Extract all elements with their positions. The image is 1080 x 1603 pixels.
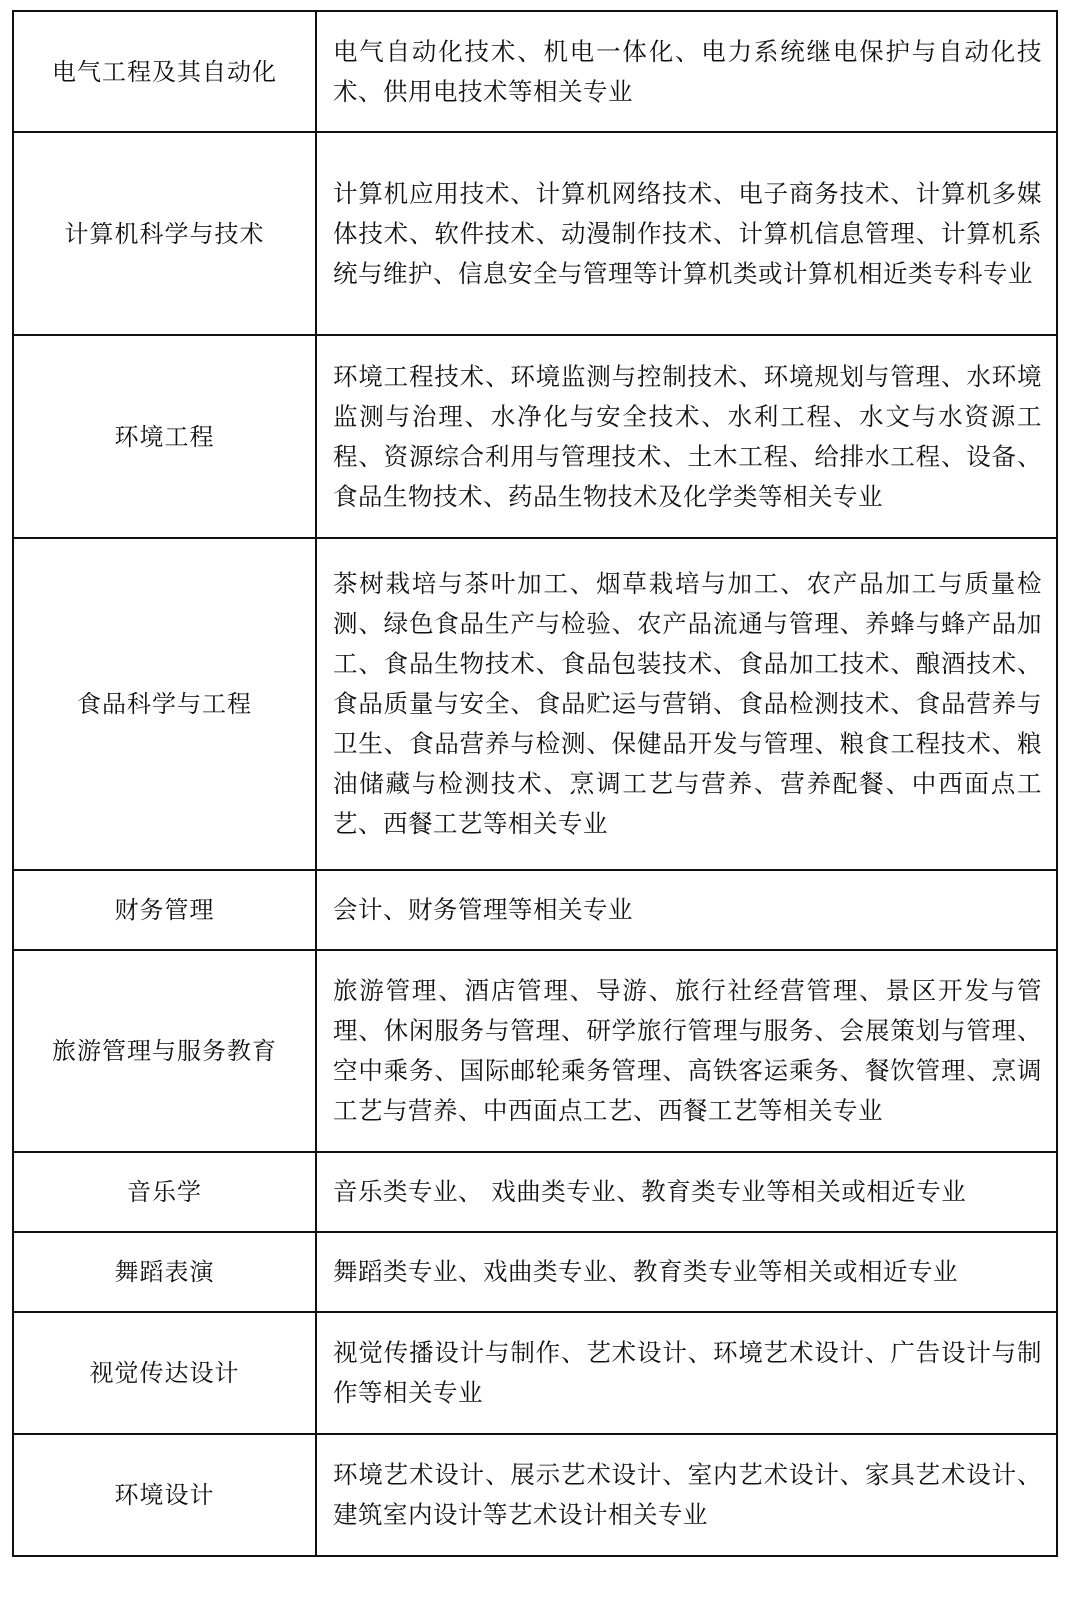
major-name-cell: 音乐学 [13, 1152, 316, 1232]
table-row [13, 11, 1057, 132]
related-majors-cell: 电气自动化技术、机电一体化、电力系统继电保护与自动化技术、供用电技术等相关专业 [316, 11, 1057, 132]
related-majors-cell: 计算机应用技术、计算机网络技术、电子商务技术、计算机多媒体技术、软件技术、动漫制作技术、计算机信息管理、计算机系统与维护、信息安全与管理等计算机类或计算机相近类专科专业 [316, 132, 1057, 335]
table-row [13, 132, 1057, 335]
major-name-cell: 食品科学与工程 [13, 538, 316, 870]
major-name-cell: 计算机科学与技术 [13, 132, 316, 335]
majors-table [12, 10, 1058, 1557]
related-majors-cell: 茶树栽培与茶叶加工、烟草栽培与加工、农产品加工与质量检测、绿色食品生产与检验、农产品流通与管理、养蜂与蜂产品加工、食品生物技术、食品包装技术、食品加工技术、酿酒技术、食品质量与安全、食品贮运与营销、食品检测技术、食品营养与卫生、食品营养与检测、保健品开发与管理、粮食工程技术、粮油储藏与检测技术、烹调工艺与营养、营养配餐、中西面点工艺、西餐工艺等相关专业 [316, 538, 1057, 870]
table-row [13, 950, 1057, 1152]
table-row [13, 1312, 1057, 1434]
table-row [13, 335, 1057, 538]
major-name-cell: 旅游管理与服务教育 [13, 950, 316, 1152]
table-row [13, 538, 1057, 870]
table-row [13, 1152, 1057, 1232]
related-majors-cell: 环境工程技术、环境监测与控制技术、环境规划与管理、水环境监测与治理、水净化与安全技术、水利工程、水文与水资源工程、资源综合利用与管理技术、土木工程、给排水工程、设备、食品生物技术、药品生物技术及化学类等相关专业 [316, 335, 1057, 538]
table-row [13, 870, 1057, 950]
table-row [13, 1434, 1057, 1556]
major-name-cell: 视觉传达设计 [13, 1312, 316, 1434]
related-majors-cell: 音乐类专业、 戏曲类专业、教育类专业等相关或相近专业 [316, 1152, 1057, 1232]
major-name-cell: 财务管理 [13, 870, 316, 950]
related-majors-cell: 视觉传播设计与制作、艺术设计、环境艺术设计、广告设计与制作等相关专业 [316, 1312, 1057, 1434]
related-majors-cell: 旅游管理、酒店管理、导游、旅行社经营管理、景区开发与管理、休闲服务与管理、研学旅行管理与服务、会展策划与管理、空中乘务、国际邮轮乘务管理、高铁客运乘务、餐饮管理、烹调工艺与营养、中西面点工艺、西餐工艺等相关专业 [316, 950, 1057, 1152]
major-name-cell: 电气工程及其自动化 [13, 11, 316, 132]
table-row [13, 1232, 1057, 1312]
major-name-cell: 环境设计 [13, 1434, 316, 1556]
major-name-cell: 环境工程 [13, 335, 316, 538]
related-majors-cell: 环境艺术设计、展示艺术设计、室内艺术设计、家具艺术设计、建筑室内设计等艺术设计相关专业 [316, 1434, 1057, 1556]
major-name-cell: 舞蹈表演 [13, 1232, 316, 1312]
related-majors-cell: 会计、财务管理等相关专业 [316, 870, 1057, 950]
related-majors-cell: 舞蹈类专业、戏曲类专业、教育类专业等相关或相近专业 [316, 1232, 1057, 1312]
